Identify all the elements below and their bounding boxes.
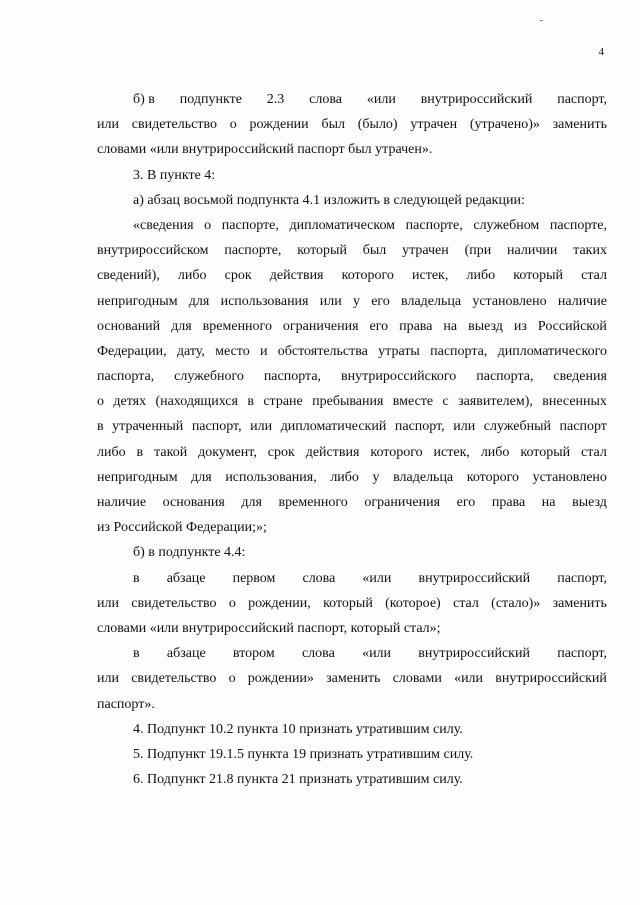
text-word: паспорт, — [191, 419, 242, 435]
text-word: дипломатического — [497, 343, 607, 359]
text-word: для — [188, 293, 210, 309]
text-word: свидетельство — [131, 595, 217, 611]
text-word: в — [133, 646, 140, 662]
text-word: 5. Подпункт 19.1.5 пункта 19 признать утратившим силу. — [133, 746, 474, 762]
paragraph — [97, 87, 607, 163]
text-line — [97, 364, 607, 389]
text-line — [97, 692, 607, 717]
text-word: или — [97, 671, 119, 687]
text-word: паспорте, — [549, 217, 607, 233]
page-number: 4 — [598, 46, 604, 58]
text-word: «или — [366, 92, 396, 107]
text-line — [97, 440, 607, 465]
text-word: на — [541, 495, 556, 510]
text-word: 2.3 — [266, 92, 285, 107]
text-word: стал — [581, 268, 607, 284]
text-word: дату, — [176, 343, 205, 359]
text-word: истек, — [412, 268, 449, 284]
text-word: (которое) — [385, 595, 441, 611]
text-line — [133, 641, 607, 666]
text-word: установлено — [532, 469, 607, 485]
scan-speck — [540, 20, 543, 21]
text-line — [97, 414, 607, 439]
text-word: такой — [154, 444, 188, 460]
text-line — [97, 591, 607, 616]
paragraph — [97, 742, 607, 767]
text-word: паспорт, — [394, 419, 445, 435]
text-line — [97, 112, 607, 137]
text-word: (было) — [357, 117, 398, 133]
text-word: или — [319, 293, 342, 309]
text-word: внутрироссийский — [418, 570, 531, 586]
text-word: паспорта, — [97, 369, 155, 385]
text-word: место — [215, 343, 250, 359]
text-word: в — [247, 394, 254, 410]
text-word: либо — [480, 444, 510, 460]
text-word: ограничения — [282, 318, 359, 334]
text-word: служебный — [483, 419, 551, 435]
text-line — [97, 137, 607, 162]
text-word: слова — [302, 570, 336, 586]
text-word: слова — [309, 92, 342, 107]
paragraph — [97, 566, 607, 642]
text-word: владельца — [401, 293, 462, 309]
text-word: о — [228, 671, 236, 687]
text-word: 6. Подпункт 21.8 пункта 21 признать утратившим силу. — [133, 772, 463, 788]
text-word: непригодным — [97, 469, 178, 485]
text-word: паспорт — [559, 419, 607, 435]
text-word: Федерации, — [97, 343, 167, 359]
text-word: о — [229, 117, 237, 133]
text-word: или — [97, 117, 119, 133]
text-word: первом — [232, 570, 276, 586]
text-word: с — [442, 394, 449, 410]
text-word: рождении» — [247, 671, 314, 687]
text-word: паспорт, — [557, 646, 607, 662]
text-word: заменить — [552, 595, 607, 611]
text-word: стал — [453, 595, 479, 611]
text-word: в — [97, 419, 104, 435]
text-line — [133, 566, 607, 591]
text-word: временного — [278, 495, 348, 510]
text-word: его — [371, 293, 390, 309]
text-word: абзаце — [166, 646, 206, 662]
text-word: внутрироссийский — [495, 671, 607, 687]
text-line — [97, 314, 607, 339]
text-line — [97, 515, 607, 540]
text-word: стране — [263, 394, 303, 410]
text-word: для — [171, 318, 192, 334]
text-line — [133, 213, 607, 238]
text-word: которого — [341, 268, 394, 284]
text-line — [133, 188, 607, 213]
text-word: словами «или внутрироссийский паспорт, который стал»; — [97, 620, 441, 636]
text-line — [97, 666, 607, 691]
text-word: его — [369, 318, 389, 334]
text-word: на — [443, 318, 458, 334]
text-word: заменить — [326, 671, 381, 687]
text-word: срок — [224, 268, 252, 284]
text-word: паспорт». — [97, 696, 155, 712]
text-line — [97, 263, 607, 288]
text-word: о — [97, 394, 104, 410]
text-word: в — [133, 570, 140, 586]
text-word: заявителем), — [458, 394, 533, 410]
text-word: наличие — [97, 495, 147, 510]
text-word: сведений), — [97, 268, 160, 284]
document-body — [97, 87, 607, 792]
text-word: которого — [370, 444, 423, 460]
text-word: абзаце — [166, 570, 206, 586]
text-word: был — [362, 243, 387, 259]
text-word: внутрироссийского — [340, 369, 457, 385]
text-word: (находящихся — [155, 394, 238, 410]
text-word: служебного — [174, 369, 244, 385]
text-word: утраченный — [112, 419, 184, 435]
text-line — [97, 238, 607, 263]
text-word: рождении, — [248, 595, 311, 611]
text-word: внутрироссийский — [420, 92, 533, 107]
text-word: подпункте — [179, 92, 242, 107]
text-word: которого — [466, 469, 519, 485]
text-word: «или — [362, 646, 392, 662]
text-word: который — [297, 243, 347, 259]
text-word: а) абзац восьмой подпункта 4.1 изложить в следующей редакции: — [133, 192, 525, 208]
text-line — [133, 742, 607, 767]
paragraph — [97, 641, 607, 717]
text-word: свидетельство — [131, 117, 217, 133]
text-word: права — [491, 495, 526, 510]
text-word: о — [228, 595, 236, 611]
text-word: таких — [573, 243, 607, 259]
text-word: паспорта, — [476, 369, 534, 385]
text-word: б) в — [133, 92, 155, 107]
text-word: либо — [466, 268, 496, 284]
paragraph — [97, 163, 607, 188]
text-word: 3. В пункте 4: — [133, 167, 216, 183]
text-word: заменить — [552, 117, 607, 133]
text-word: или — [97, 595, 119, 611]
text-word: из Российской Федерации;»; — [97, 520, 267, 536]
paragraph — [97, 767, 607, 792]
text-word: наличии — [507, 243, 558, 259]
text-word: который — [513, 268, 563, 284]
text-word: либо — [97, 444, 126, 460]
text-word: оснований — [97, 318, 161, 334]
text-word: служебном — [473, 217, 540, 233]
text-word: внутрироссийском — [97, 243, 209, 259]
text-word: словами «или внутрироссийский паспорт был утрачен». — [97, 142, 433, 158]
text-word: использования, — [225, 469, 317, 485]
paragraph — [97, 188, 607, 213]
text-word: сведения — [553, 369, 607, 385]
text-word: утрачен — [410, 117, 458, 133]
text-word: словами — [392, 671, 442, 687]
text-word: (при — [464, 243, 492, 259]
text-word: дипломатический — [280, 419, 387, 435]
text-word: слова — [301, 646, 335, 662]
text-word: (утрачено)» — [469, 117, 540, 133]
text-word: пребывания — [312, 394, 384, 410]
text-word: для — [241, 495, 262, 510]
text-line — [97, 616, 607, 641]
text-word: ограничения — [364, 495, 441, 510]
text-line — [97, 339, 607, 364]
text-word: паспорте, — [405, 217, 463, 233]
text-line — [97, 490, 607, 515]
text-word: действия — [269, 268, 324, 284]
text-word: втором — [232, 646, 275, 662]
text-word: паспорта, — [430, 343, 488, 359]
text-word: временного — [202, 318, 272, 334]
text-word: 4. Подпункт 10.2 пункта 10 признать утратившим силу. — [133, 721, 463, 737]
text-word: утраты — [378, 343, 420, 359]
text-word: и — [260, 343, 268, 359]
text-word: истек, — [433, 444, 470, 460]
text-word: паспорте, — [224, 243, 282, 259]
text-line — [133, 540, 607, 565]
text-word: в — [136, 444, 144, 460]
text-word: внутрироссийский — [418, 646, 530, 662]
text-line — [133, 717, 607, 742]
text-word: стал — [581, 444, 607, 460]
text-word: «сведения — [133, 217, 194, 233]
text-word: действия — [305, 444, 360, 460]
paragraph — [97, 540, 607, 565]
text-word: использования — [220, 293, 309, 309]
text-word: основания — [162, 495, 225, 510]
text-line — [133, 163, 607, 188]
text-word: внесенных — [542, 394, 607, 410]
text-line — [133, 87, 607, 112]
text-word: детях — [113, 394, 147, 410]
text-word: Российской — [537, 318, 607, 334]
text-word: утрачен — [402, 243, 449, 259]
text-word: выезд — [572, 495, 607, 510]
text-word: выезд — [468, 318, 503, 334]
text-word: паспорт, — [557, 570, 607, 586]
text-word: который — [520, 444, 571, 460]
text-word: для — [191, 469, 212, 485]
paragraph — [97, 717, 607, 742]
text-word: о — [204, 217, 212, 233]
paragraph — [97, 213, 607, 540]
text-word: вместе — [392, 394, 434, 410]
text-word: (стало)» — [491, 595, 541, 611]
text-word: документ, — [198, 444, 257, 460]
text-word: обстоятельства — [277, 343, 368, 359]
text-line — [97, 465, 607, 490]
text-word: рождении — [249, 117, 309, 133]
text-word: который — [323, 595, 373, 611]
text-word: его — [456, 495, 476, 510]
text-word: у — [372, 469, 380, 485]
text-word: или — [453, 419, 476, 435]
text-word: свидетельство — [131, 671, 217, 687]
text-word: «или — [454, 671, 484, 687]
text-word: владельца — [393, 469, 454, 485]
text-word: «или — [362, 570, 392, 586]
text-word: паспорте, — [221, 217, 279, 233]
text-word: из — [513, 318, 527, 334]
text-word: был — [321, 117, 345, 133]
text-word: дипломатическом — [289, 217, 396, 233]
text-word: или — [250, 419, 273, 435]
text-word: либо — [330, 469, 359, 485]
text-word: непригодным — [97, 293, 178, 309]
text-line — [97, 289, 607, 314]
text-word: паспорт, — [557, 92, 607, 107]
text-word: наличие — [557, 293, 607, 309]
text-line — [97, 389, 607, 414]
text-word: б) в подпункте 4.4: — [133, 545, 246, 561]
text-word: паспорта, — [263, 369, 322, 385]
text-word: либо — [177, 268, 207, 284]
text-word: у — [352, 293, 360, 309]
text-line — [133, 767, 607, 792]
text-word: установлено — [472, 293, 547, 309]
text-word: права — [399, 318, 433, 334]
text-word: срок — [267, 444, 295, 460]
